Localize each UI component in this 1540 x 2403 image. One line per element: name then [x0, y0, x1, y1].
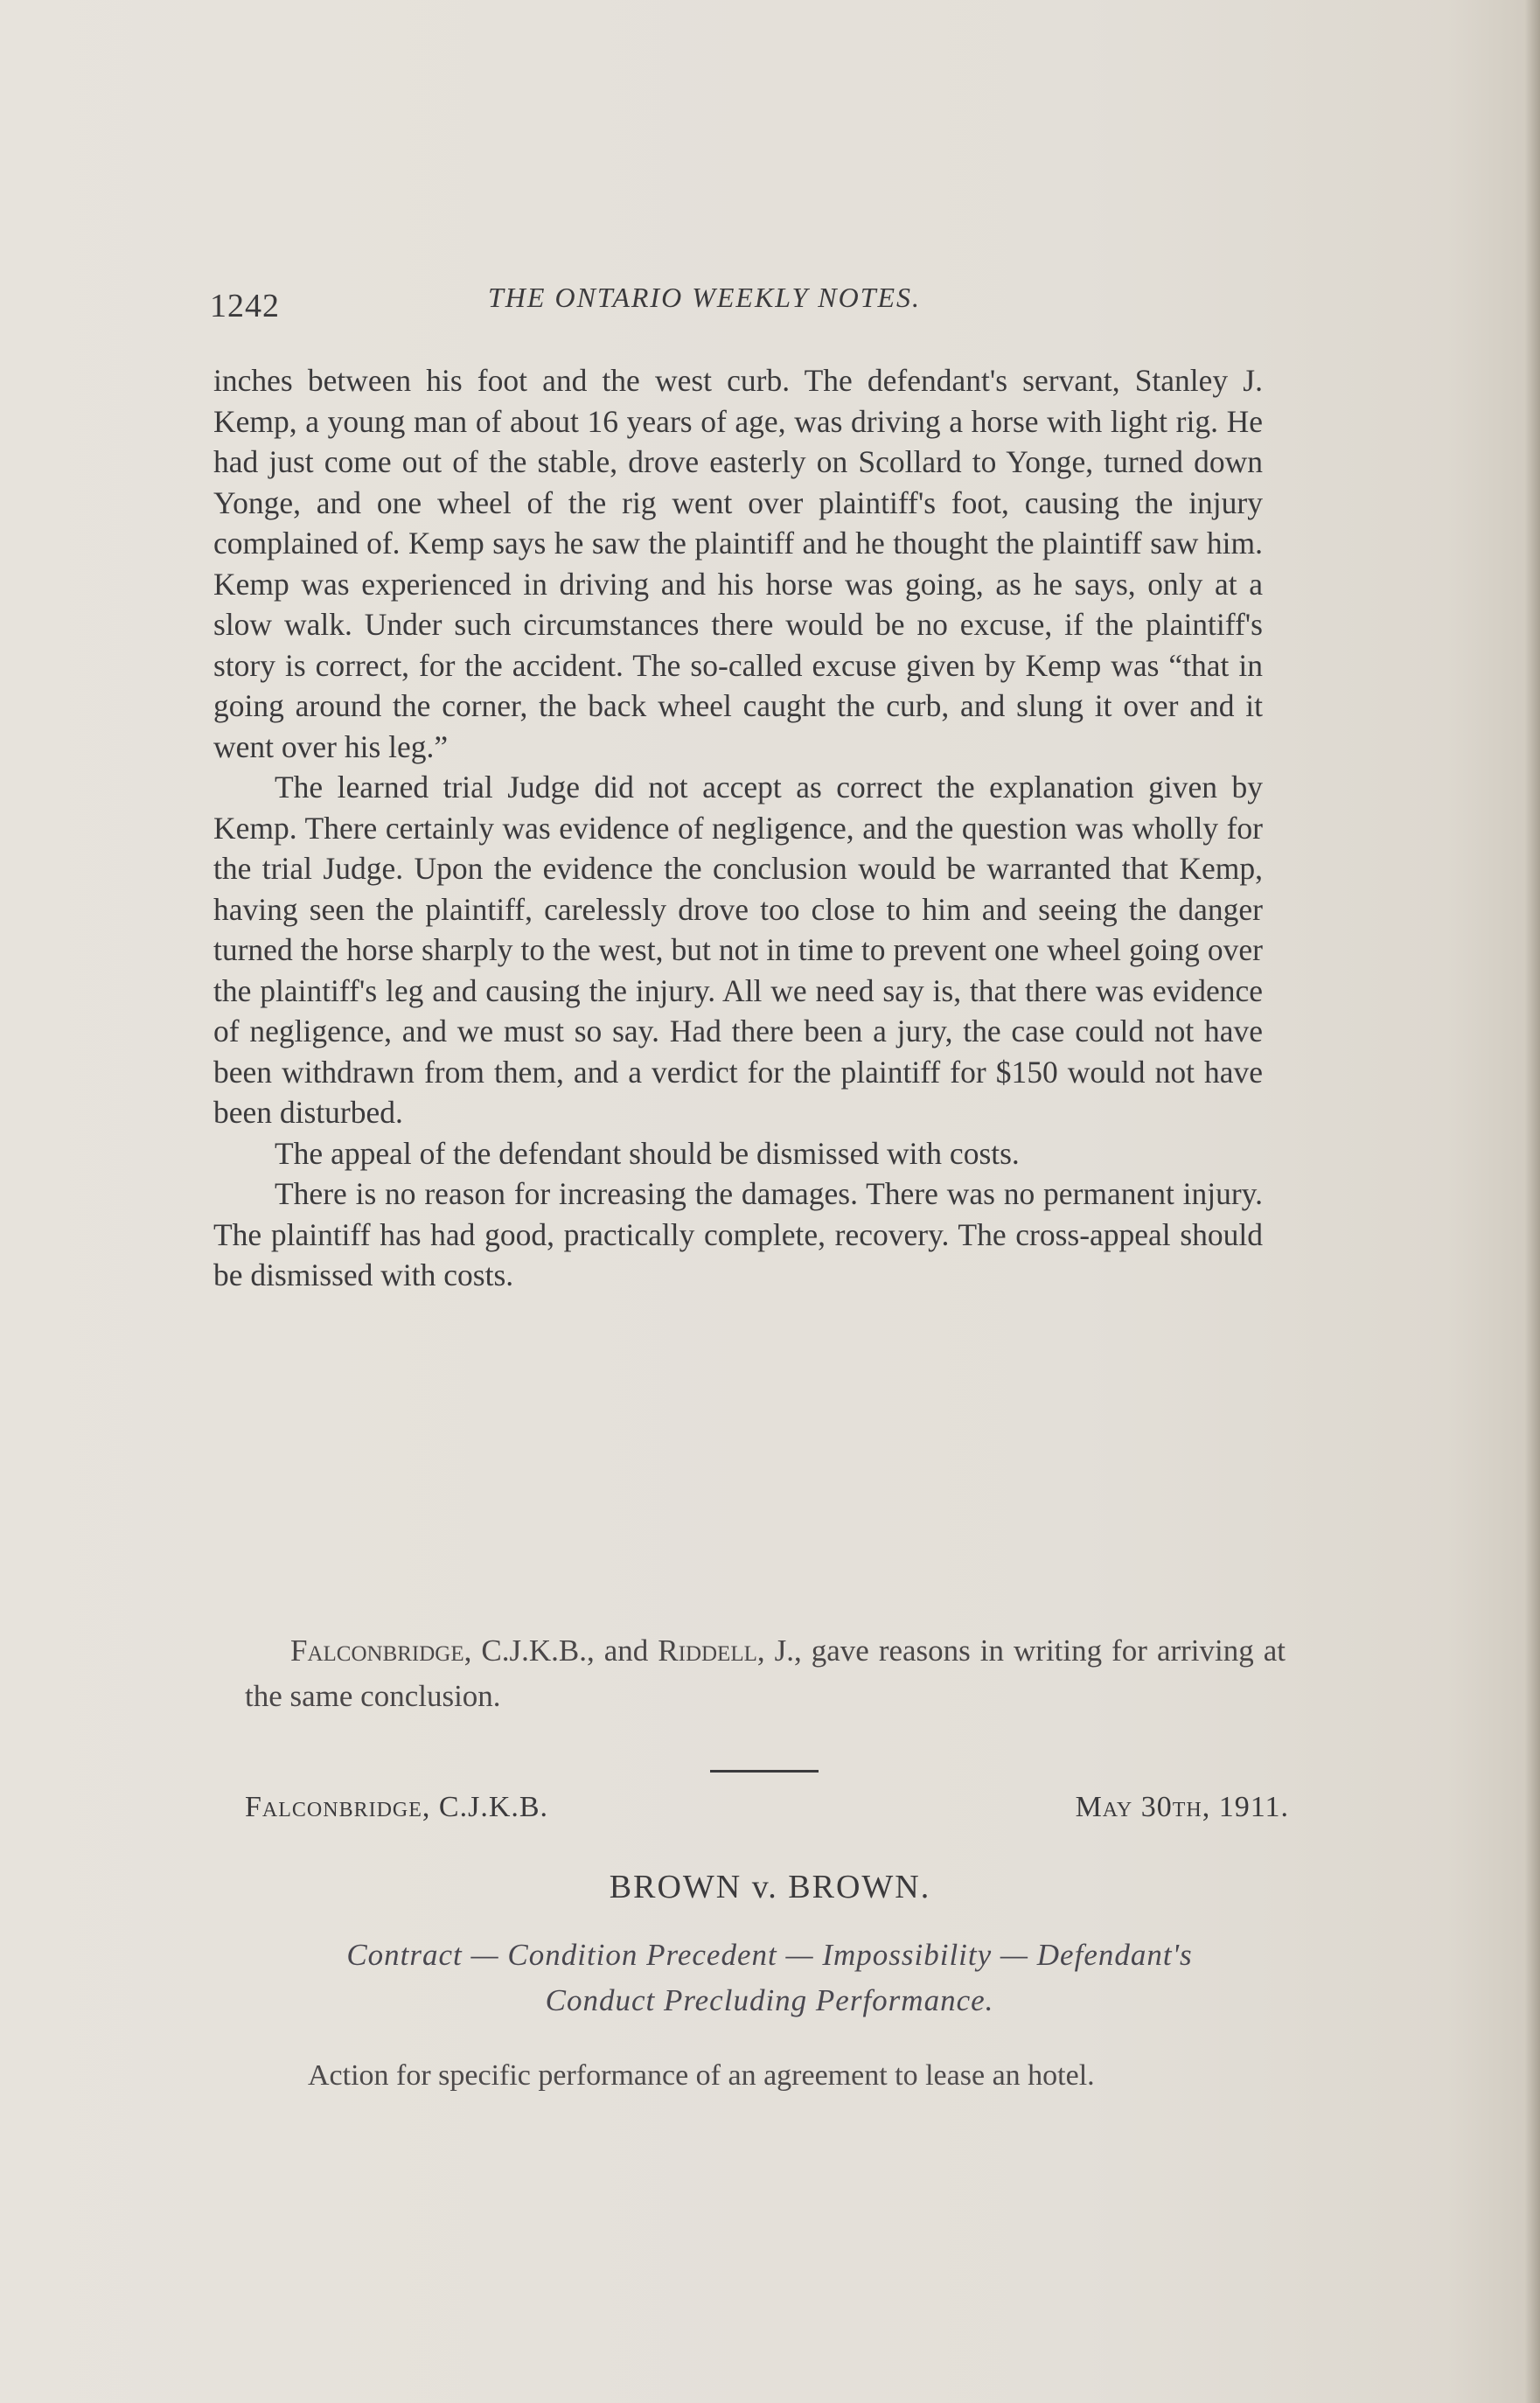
headnote-line-2: Conduct Precluding Performance. — [545, 1983, 994, 2017]
headnote — [236, 1933, 1303, 2023]
judge-name-riddell: Riddell — [658, 1633, 757, 1668]
concurrence-note — [245, 1628, 1286, 1719]
concurrence-text-1: , C.J.K.B., and — [463, 1633, 659, 1668]
paragraph-3: The appeal of the defendant should be dismissed with costs. — [275, 1135, 1020, 1171]
paragraph-4: There is no reason for increasing the damages. There was no permanent injury. The plaintiff has had good, practically complete, recovery. The cross-appeal should be dismissed with costs. — [213, 1176, 1263, 1292]
case-summary: Action for specific performance of an agreement to lease an hotel. — [308, 2059, 1095, 2092]
case-title: BROWN v. BROWN. — [609, 1869, 931, 1905]
page-number: 1242 — [210, 288, 280, 324]
concurrence-text-2: , J., gave reasons in writing for arriving at the same conclusion. — [245, 1633, 1286, 1713]
case-judge: Falconbridge, C.J.K.B. — [245, 1791, 549, 1823]
section-divider — [710, 1770, 819, 1773]
case-date: May 30th, 1911. — [1075, 1791, 1289, 1823]
judgment-body — [213, 360, 1263, 1296]
paragraph-2: The learned trial Judge did not accept as correct the explanation given by Kemp. There certainly was evidence of negligence, and the question was wholly for the trial Judge. Upon the evidence the conclusion would be warranted that Kemp, having seen the plaintiff, carelessly drove too close to him and seeing the danger turned the horse sharply to the west, but not in time to prevent one wheel going over the plaintiff's leg and causing the injury. All we need say is, that there was evidence of negligence, and we must so say. Had there been a jury, the case could not have been withdrawn from them, and a verdict for the plaintiff for $150 would not have been disturbed. — [213, 770, 1263, 1130]
page-header — [210, 278, 1303, 331]
paragraph-1: inches between his foot and the west curb. The defendant's servant, Stanley J. Kemp, a young man of about 16 years of age, was driving a horse with light rig. He had just come out of the stable, drove easterly on Scollard to Yonge, turned down Yonge, and one wheel of the rig went over plaintiff's foot, causing the injury complained of. Kemp says he saw the plaintiff and he thought the plaintiff saw him. Kemp was experienced in driving and his horse was going, as he says, only at a slow walk. Under such circumstances there would be no excuse, if the plaintiff's story is correct, for the accident. The so-called excuse given by Kemp was “that in going around the corner, the back wheel caught the curb, and slung it over and it went over his leg.” — [213, 363, 1263, 764]
running-head: THE ONTARIO WEEKLY NOTES. — [488, 282, 922, 313]
judge-name-falconbridge: Falconbridge — [290, 1633, 464, 1668]
case-meta-line — [245, 1791, 1294, 1835]
page-edge — [1524, 0, 1540, 2403]
headnote-line-1: Contract — Condition Precedent — Impossibility — Defendant's — [346, 1938, 1193, 1972]
